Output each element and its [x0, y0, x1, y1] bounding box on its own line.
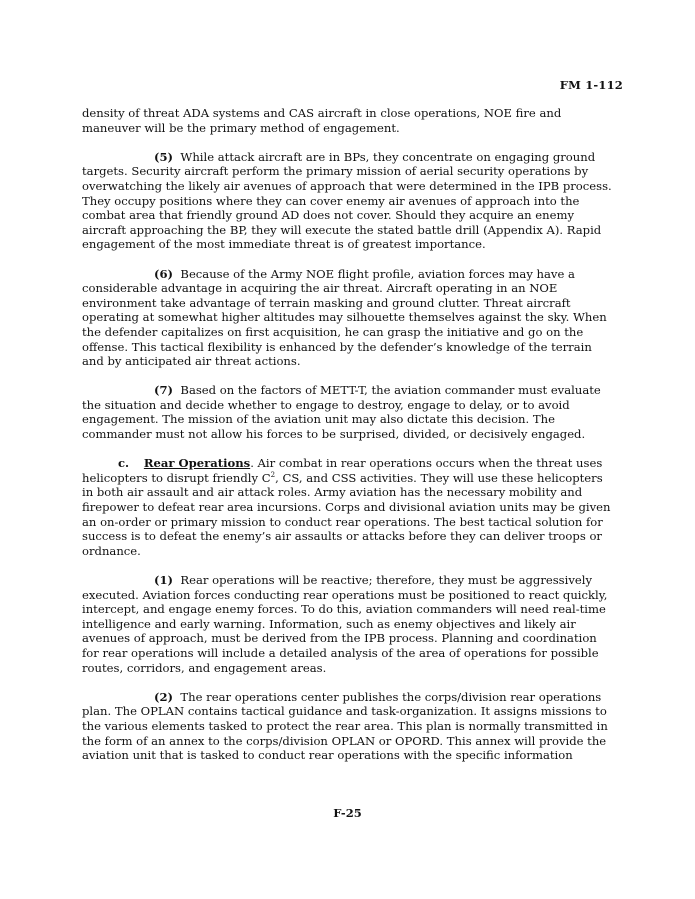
- paragraph-7: [82, 383, 615, 441]
- paragraph-text: Based on the factors of METT-T, the aviation commander must evaluate the situation and decide whether to engage to destroy, engage to delay, or to avoid engagement. The mission of the aviation unit may also dictate this decision. The commander must not allow his forces to be surprised, divided, or decisively engaged.: [82, 383, 601, 442]
- paragraph-text: . Air combat in rear operations occurs when the threat uses helicopters to disrupt friendly C: [82, 456, 603, 485]
- body-text: [82, 106, 615, 777]
- document-id-header: FM 1-112: [559, 78, 623, 92]
- paragraph-c-2: [82, 690, 615, 763]
- paragraph-text: The rear operations center publishes the corps/division rear operations plan. The OPLAN contains tactical guidance and task-organization. It assigns missions to the various elements tasked to protect the rear area. This plan is normally transmitted in the form of an annex to the corps/division OPLAN or OPORD. This annex will provide the aviation unit that is tasked to conduct rear operations with the specific information: [82, 689, 608, 763]
- paragraph-text: Rear operations will be reactive; therefore, they must be aggressively executed. Aviation forces conducting rear operations must be positioned to react quickly, intercept, and engage enemy forces. To do this, aviation commanders will need real-time intelligence and early warning. Information, such as enemy objectives and likely air avenues of approach, must be derived from the IPB process. Planning and coordination for rear operations will include a detailed analysis of the area of operations for possible routes, corridors, and engagement areas.: [82, 573, 608, 675]
- paragraph-text: While attack aircraft are in BPs, they concentrate on engaging ground targets. Security aircraft perform the primary mission of aerial security operations by overwatching the likely air avenues of approach that were determined in the IPB process. They occupy positions where they can cover enemy air avenues of approach into the combat area that friendly ground AD does not cover. Should they acquire an enemy aircraft approaching the BP, they will execute the stated battle drill (Appendix A). Rapid engagement of the most immediate threat is of greatest importance.: [82, 149, 612, 252]
- paragraph-5: [82, 150, 615, 252]
- paragraph-text-cont: , CS, and CSS activities. They will use these helicopters in both air assault and air attack roles. Army aviation has the necessary mobility and firepower to defeat rear area incursions. Corps and divisional aviation units may be given an on-order or primary mission to conduct rear operations. The best tactical solution for success is to defeat the enemy’s air assaults or attacks before they can deliver troops or ordnance.: [82, 470, 611, 558]
- paragraph-number: (6): [154, 266, 174, 281]
- paragraph-6: [82, 267, 615, 369]
- paragraph-number: (5): [154, 149, 174, 164]
- superscript: 2: [270, 470, 276, 479]
- section-c-rear-operations: [82, 456, 615, 558]
- paragraph-number: (1): [154, 573, 174, 587]
- page-number: F-25: [333, 806, 362, 820]
- paragraph-number: (7): [154, 383, 174, 398]
- paragraph-continuation: [82, 106, 615, 135]
- section-letter: c.: [118, 456, 130, 471]
- paragraph-text: Because of the Army NOE flight profile, aviation forces may have a considerable advantage in acquiring the air threat. Aircraft operating in an NOE environment take advantage of terrain masking and ground clutter. Threat aircraft operating at somewhat higher altitudes may silhouette themselves against the sky. When the defender capitalizes on first acquisition, he can grasp the initiative and go on the offense. This tactical flexibility is enhanced by the defender’s knowledge of the terrain and by anticipated air threat actions.: [82, 266, 607, 369]
- paragraph-number: (2): [154, 689, 174, 704]
- section-title: Rear Operations: [143, 456, 251, 471]
- paragraph-text: density of threat ADA systems and CAS aircraft in close operations, NOE fire and maneuver will be the primary method of engagement.: [82, 106, 562, 135]
- paragraph-c-1: [82, 573, 615, 675]
